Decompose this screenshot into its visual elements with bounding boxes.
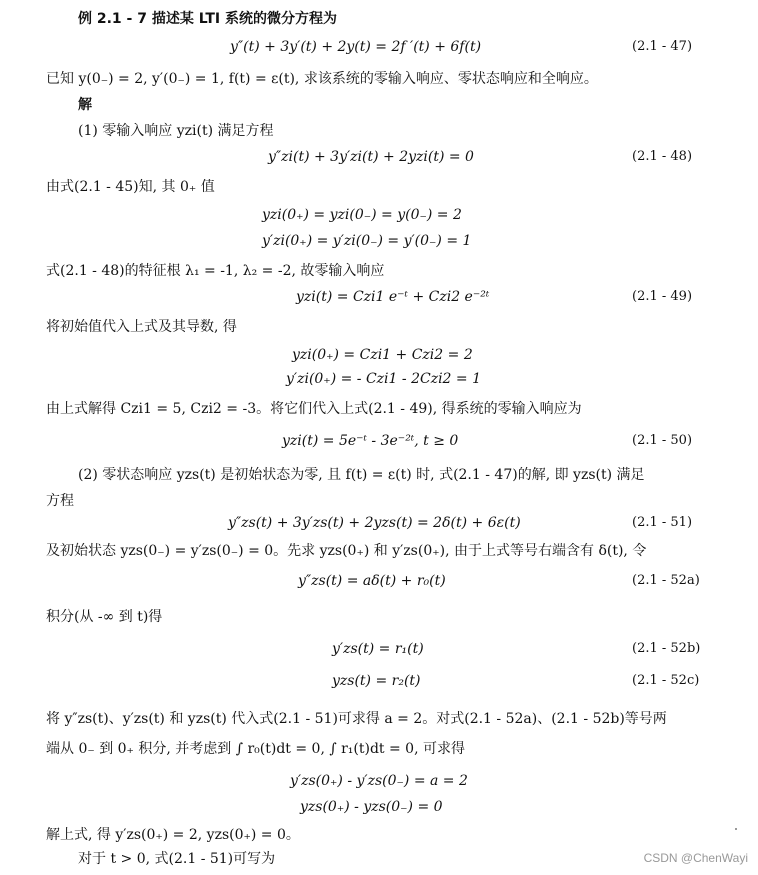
paragraph-line: 端从 0₋ 到 0₊ 积分, 并考虑到 ∫ r₀(t)dt = 0, ∫ r₁(t)dt = 0, 可求得 bbox=[46, 741, 465, 757]
equation: yzs(0₊) - yzs(0₋) = 0 bbox=[300, 799, 443, 815]
equation: y′zs(0₊) - y′zs(0₋) = a = 2 bbox=[290, 773, 468, 789]
equation-number: (2.1 - 47) bbox=[632, 39, 693, 54]
paragraph-line: 解上式, 得 y′zs(0₊) = 2, yzs(0₊) = 0。 bbox=[46, 827, 300, 843]
equation-number: (2.1 - 51) bbox=[632, 515, 693, 530]
watermark: CSDN @ChenWayi bbox=[643, 851, 748, 865]
paragraph-line: 方程 bbox=[46, 493, 74, 509]
example-title: 例 2.1 - 7 描述某 LTI 系统的微分方程为 bbox=[78, 11, 337, 27]
equation-2-1-52a: y″zs(t) = aδ(t) + r₀(t) bbox=[298, 573, 446, 589]
equation: yzi(0₊) = Czi1 + Czi2 = 2 bbox=[292, 347, 473, 363]
equation-number: (2.1 - 50) bbox=[632, 433, 693, 448]
paragraph-line: (1) 零输入响应 yzi(t) 满足方程 bbox=[78, 123, 274, 139]
equation: yzi(0₊) = yzi(0₋) = y(0₋) = 2 bbox=[262, 207, 462, 223]
equation-2-1-52b: y′zs(t) = r₁(t) bbox=[332, 641, 424, 657]
solution-heading: 解 bbox=[78, 97, 92, 113]
equation-2-1-49: yzi(t) = Czi1 e⁻ᵗ + Czi2 e⁻²ᵗ bbox=[296, 289, 490, 305]
scan-speck bbox=[735, 828, 737, 830]
equation-2-1-50: yzi(t) = 5e⁻ᵗ - 3e⁻²ᵗ, t ≥ 0 bbox=[282, 433, 459, 449]
paragraph-line: 对于 t > 0, 式(2.1 - 51)可写为 bbox=[78, 851, 276, 867]
equation: y′zi(0₊) = y′zi(0₋) = y′(0₋) = 1 bbox=[262, 233, 472, 249]
equation-2-1-48: y″zi(t) + 3y′zi(t) + 2yzi(t) = 0 bbox=[268, 149, 474, 165]
paragraph-line: 由式(2.1 - 45)知, 其 0₊ 值 bbox=[46, 179, 215, 195]
equation-number: (2.1 - 52c) bbox=[632, 673, 700, 688]
paragraph-line: 将 y″zs(t)、y′zs(t) 和 yzs(t) 代入式(2.1 - 51)可求得 a = 2。对式(2.1 - 52a)、(2.1 - 52b)等号两 bbox=[46, 711, 667, 727]
equation-number: (2.1 - 48) bbox=[632, 149, 693, 164]
equation-number: (2.1 - 49) bbox=[632, 289, 693, 304]
equation-2-1-47: y″(t) + 3y′(t) + 2y(t) = 2f ′(t) + 6f(t) bbox=[230, 39, 482, 55]
equation: y′zi(0₊) = - Czi1 - 2Czi2 = 1 bbox=[286, 371, 481, 387]
equation-number: (2.1 - 52a) bbox=[632, 573, 700, 588]
paragraph-line: 将初始值代入上式及其导数, 得 bbox=[46, 319, 237, 335]
equation-2-1-51: y″zs(t) + 3y′zs(t) + 2yzs(t) = 2δ(t) + 6ε(t) bbox=[228, 515, 521, 531]
paragraph-line: 由上式解得 Czi1 = 5, Czi2 = -3。将它们代入上式(2.1 - 49), 得系统的零输入响应为 bbox=[46, 401, 582, 417]
paragraph-line: 积分(从 -∞ 到 t)得 bbox=[46, 609, 163, 625]
equation-number: (2.1 - 52b) bbox=[632, 641, 701, 656]
paragraph-line: 已知 y(0₋) = 2, y′(0₋) = 1, f(t) = ε(t), 求该系统的零输入响应、零状态响应和全响应。 bbox=[46, 71, 598, 87]
paragraph-line: 式(2.1 - 48)的特征根 λ₁ = -1, λ₂ = -2, 故零输入响应 bbox=[46, 263, 385, 279]
paragraph-line: (2) 零状态响应 yzs(t) 是初始状态为零, 且 f(t) = ε(t) 时, 式(2.1 - 47)的解, 即 yzs(t) 满足 bbox=[78, 467, 645, 483]
equation-2-1-52c: yzs(t) = r₂(t) bbox=[332, 673, 421, 689]
paragraph-line: 及初始状态 yzs(0₋) = y′zs(0₋) = 0。先求 yzs(0₊) 和 y′zs(0₊), 由于上式等号右端含有 δ(t), 令 bbox=[46, 543, 647, 559]
